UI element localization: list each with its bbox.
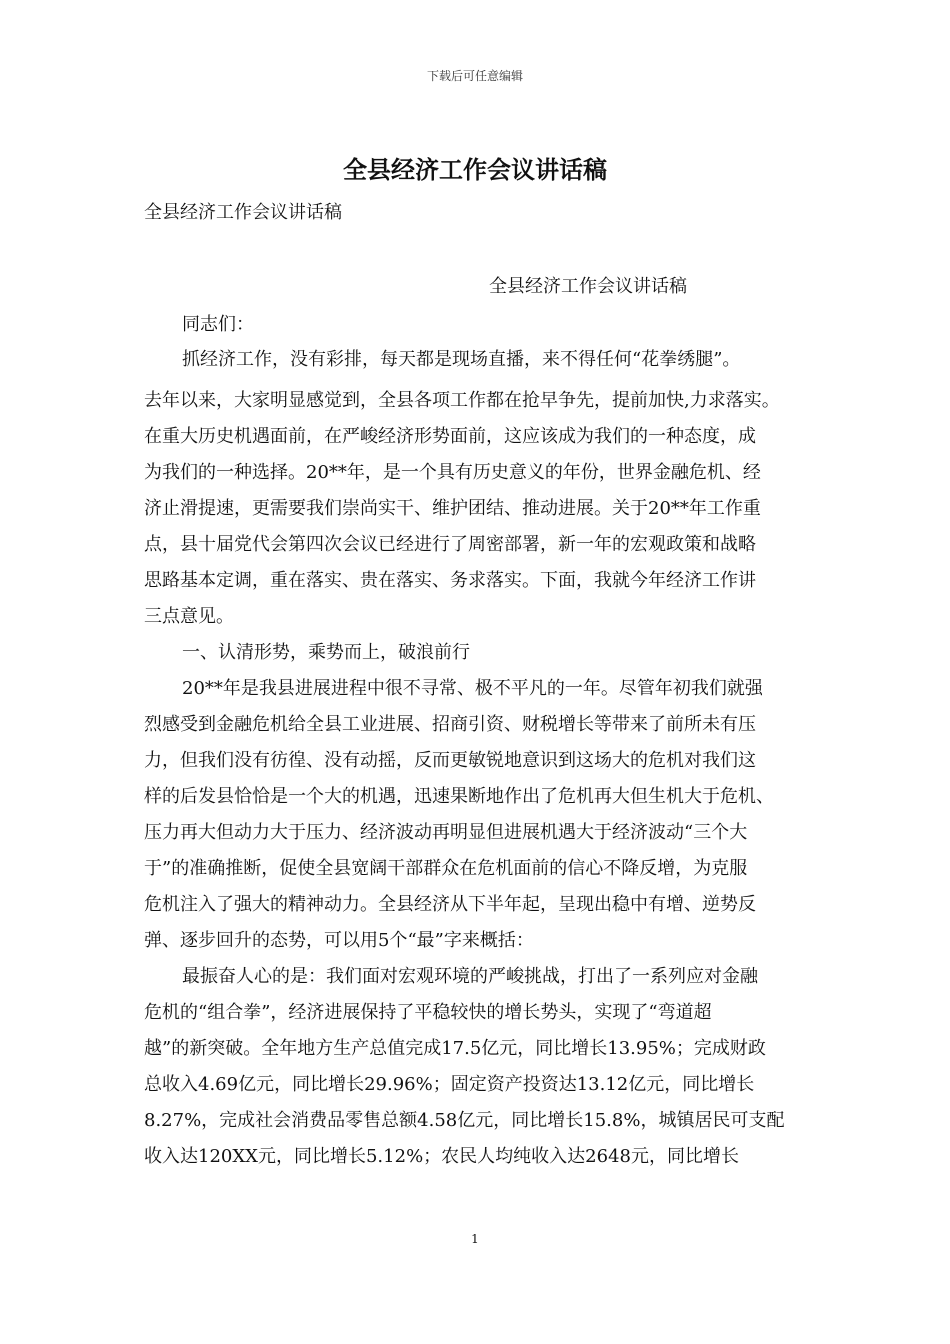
paragraph-line: 样的后发县恰恰是一个大的机遇，迅速果断地作出了危机再大但生机大于危机、 (144, 786, 774, 807)
document-title: 全县经济工作会议讲话稿 (343, 155, 607, 184)
paragraph-line: 点，县十届党代会第四次会议已经进行了周密部署，新一年的宏观政策和战略 (144, 534, 756, 555)
paragraph-line: 总收入4.69亿元，同比增长29.96%；固定资产投资达13.12亿元，同比增长 (144, 1074, 755, 1095)
paragraph-line: 思路基本定调，重在落实、贵在落实、务求落实。下面，我就今年经济工作讲 (144, 570, 756, 591)
paragraph-line: 压力再大但动力大于压力、经济波动再明显但进展机遇大于经济波动“三个大 (144, 822, 748, 843)
paragraph-line: 危机注入了强大的精神动力。全县经济从下半年起，呈现出稳中有增、逆势反 (144, 894, 756, 915)
paragraph-line: 8.27%，完成社会消费品零售总额4.58亿元，同比增长15.8%，城镇居民可支配 (144, 1110, 785, 1131)
page-header: 下载后可任意编辑 (426, 69, 523, 83)
paragraph-line: 越”的新突破。全年地方生产总值完成17.5亿元，同比增长13.95%；完成财政 (144, 1038, 766, 1059)
paragraph-line: 三点意见。 (144, 606, 234, 627)
paragraph-line: 危机的“组合拳”，经济进展保持了平稳较快的增长势头，实现了“弯道超 (144, 1002, 712, 1023)
paragraph-line: 在重大历史机遇面前，在严峻经济形势面前，这应该成为我们的一种态度，成 (144, 426, 756, 447)
paragraph-line: 力，但我们没有彷徨、没有动摇，反而更敏锐地意识到这场大的危机对我们这 (144, 750, 756, 771)
paragraph-line: 最振奋人心的是：我们面对宏观环境的严峻挑战，打出了一系列应对金融 (182, 966, 758, 987)
paragraph-line: 抓经济工作，没有彩排，每天都是现场直播，来不得任何“花拳绣腿”。 (182, 349, 741, 370)
salutation: 同志们： (182, 314, 254, 335)
paragraph-line: 济止滑提速，更需要我们崇尚实干、维护团结、推动进展。关于20**年工作重 (144, 498, 761, 519)
paragraph-line: 于”的准确推断，促使全县宽阔干部群众在危机面前的信心不降反增，为克服 (144, 858, 748, 879)
paragraph-line: 烈感受到金融危机给全县工业进展、招商引资、财税增长等带来了前所未有压 (144, 714, 756, 735)
paragraph-line: 收入达120XX元，同比增长5.12%；农民人均纯收入达2648元，同比增长 (144, 1146, 739, 1167)
document-subtitle: 全县经济工作会议讲话稿 (144, 202, 342, 223)
centered-heading: 全县经济工作会议讲话稿 (489, 276, 687, 297)
paragraph-line: 弹、逐步回升的态势，可以用5个“最”字来概括： (144, 930, 534, 951)
page-number: 1 (471, 1232, 479, 1246)
paragraph-line: 20**年是我县进展进程中很不寻常、极不平凡的一年。尽管年初我们就强 (182, 678, 763, 699)
paragraph-line: 为我们的一种选择。20**年，是一个具有历史意义的年份，世界金融危机、经 (144, 462, 761, 483)
paragraph-line: 去年以来，大家明显感觉到，全县各项工作都在抢早争先，提前加快,力求落实。 (144, 390, 780, 411)
section-heading: 一、认清形势，乘势而上，破浪前行 (182, 642, 470, 663)
